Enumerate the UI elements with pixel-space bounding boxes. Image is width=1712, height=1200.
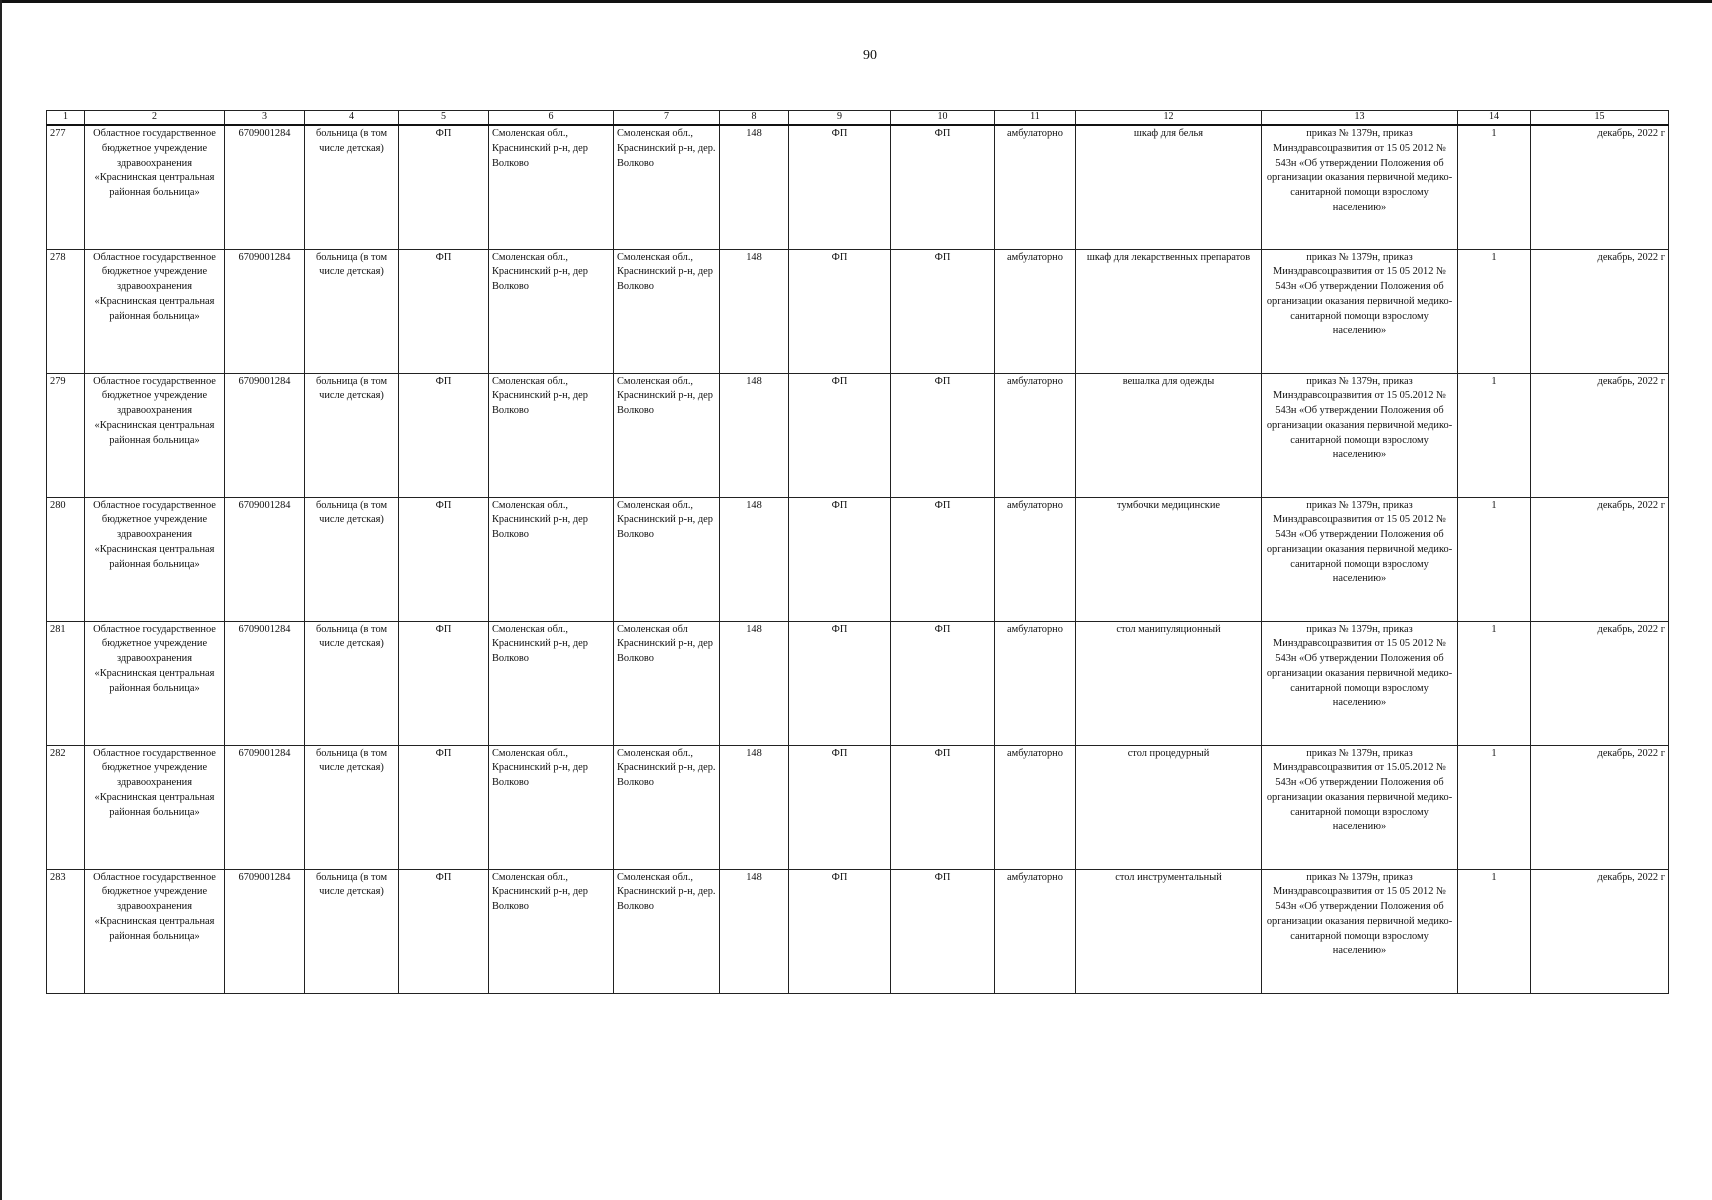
care-mode-cell: амбулаторно bbox=[995, 497, 1076, 621]
delivery-date-cell: декабрь, 2022 г bbox=[1531, 249, 1669, 373]
facility-type-cell: больница (в том числе детская) bbox=[305, 621, 399, 745]
care-mode-cell: амбулаторно bbox=[995, 373, 1076, 497]
table-row bbox=[47, 745, 1669, 869]
subdivision-kind-cell: ФП bbox=[891, 249, 995, 373]
column-header: 15 bbox=[1531, 111, 1669, 126]
population-count-cell: 148 bbox=[720, 249, 789, 373]
address-legal-cell: Смоленская обл., Краснинский р-н, дер Волково bbox=[489, 869, 614, 993]
quantity-cell: 1 bbox=[1458, 249, 1531, 373]
equipment-table bbox=[46, 110, 1669, 994]
address-actual-cell: Смоленская обл., Краснинский р-н, дер Волково bbox=[614, 373, 720, 497]
address-actual-cell: Смоленская обл Краснинский р-н, дер Волково bbox=[614, 621, 720, 745]
equipment-name-cell: шкаф для белья bbox=[1076, 125, 1262, 249]
population-count-cell: 148 bbox=[720, 869, 789, 993]
delivery-date-cell: декабрь, 2022 г bbox=[1531, 745, 1669, 869]
organization-name-cell: Областное государственное бюджетное учреждение здравоохранения «Краснинская центральная районная больница» bbox=[85, 621, 225, 745]
population-count-cell: 148 bbox=[720, 125, 789, 249]
subdivision-kind-cell: ФП bbox=[891, 745, 995, 869]
inn-code-cell: 6709001284 bbox=[225, 249, 305, 373]
column-header: 2 bbox=[85, 111, 225, 126]
row-number-cell: 282 bbox=[47, 745, 85, 869]
quantity-cell: 1 bbox=[1458, 869, 1531, 993]
column-header: 8 bbox=[720, 111, 789, 126]
subdivision-type-cell: ФП bbox=[789, 125, 891, 249]
table-row bbox=[47, 621, 1669, 745]
delivery-date-cell: декабрь, 2022 г bbox=[1531, 373, 1669, 497]
organization-name-cell: Областное государственное бюджетное учреждение здравоохранения «Краснинская центральная районная больница» bbox=[85, 249, 225, 373]
unit-type-cell: ФП bbox=[399, 125, 489, 249]
care-mode-cell: амбулаторно bbox=[995, 125, 1076, 249]
subdivision-type-cell: ФП bbox=[789, 745, 891, 869]
organization-name-cell: Областное государственное бюджетное учреждение здравоохранения «Краснинская центральная районная больница» bbox=[85, 373, 225, 497]
unit-type-cell: ФП bbox=[399, 621, 489, 745]
quantity-cell: 1 bbox=[1458, 621, 1531, 745]
table-row bbox=[47, 373, 1669, 497]
regulation-order-cell: приказ № 1379н, приказ Минздравсоцразвития от 15 05 2012 № 543н «Об утверждении Положения об организации оказания первичной медико-санитарной помощи взрослому населению» bbox=[1262, 125, 1458, 249]
inn-code-cell: 6709001284 bbox=[225, 869, 305, 993]
column-header: 3 bbox=[225, 111, 305, 126]
population-count-cell: 148 bbox=[720, 497, 789, 621]
unit-type-cell: ФП bbox=[399, 745, 489, 869]
regulation-order-cell: приказ № 1379н, приказ Минздравсоцразвития от 15 05 2012 № 543н «Об утверждении Положения об организации оказания первичной медико-санитарной помощи взрослому населению» bbox=[1262, 621, 1458, 745]
quantity-cell: 1 bbox=[1458, 125, 1531, 249]
address-legal-cell: Смоленская обл., Краснинский р-н, дер Волково bbox=[489, 745, 614, 869]
regulation-order-cell: приказ № 1379н, приказ Минздравсоцразвития от 15 05 2012 № 543н «Об утверждении Положения об организации оказания первичной медико-санитарной помощи взрослому населению» bbox=[1262, 869, 1458, 993]
delivery-date-cell: декабрь, 2022 г bbox=[1531, 621, 1669, 745]
subdivision-kind-cell: ФП bbox=[891, 125, 995, 249]
column-header: 1 bbox=[47, 111, 85, 126]
inn-code-cell: 6709001284 bbox=[225, 621, 305, 745]
column-header: 5 bbox=[399, 111, 489, 126]
unit-type-cell: ФП bbox=[399, 249, 489, 373]
table-body bbox=[47, 125, 1669, 993]
facility-type-cell: больница (в том числе детская) bbox=[305, 373, 399, 497]
address-legal-cell: Смоленская обл., Краснинский р-н, дер Волково bbox=[489, 497, 614, 621]
quantity-cell: 1 bbox=[1458, 497, 1531, 621]
address-actual-cell: Смоленская обл., Краснинский р-н, дер. Волково bbox=[614, 125, 720, 249]
column-header: 9 bbox=[789, 111, 891, 126]
subdivision-type-cell: ФП bbox=[789, 373, 891, 497]
column-header: 14 bbox=[1458, 111, 1531, 126]
table-row bbox=[47, 125, 1669, 249]
unit-type-cell: ФП bbox=[399, 373, 489, 497]
quantity-cell: 1 bbox=[1458, 745, 1531, 869]
facility-type-cell: больница (в том числе детская) bbox=[305, 497, 399, 621]
column-header: 12 bbox=[1076, 111, 1262, 126]
page-number: 90 bbox=[863, 48, 877, 63]
regulation-order-cell: приказ № 1379н, приказ Минздравсоцразвития от 15.05.2012 № 543н «Об утверждении Положения об организации оказания первичной медико-санитарной помощи взрослому населению» bbox=[1262, 745, 1458, 869]
equipment-name-cell: стол инструментальный bbox=[1076, 869, 1262, 993]
organization-name-cell: Областное государственное бюджетное учреждение здравоохранения «Краснинская центральная районная больница» bbox=[85, 497, 225, 621]
inn-code-cell: 6709001284 bbox=[225, 373, 305, 497]
organization-name-cell: Областное государственное бюджетное учреждение здравоохранения «Краснинская центральная районная больница» bbox=[85, 869, 225, 993]
subdivision-type-cell: ФП bbox=[789, 497, 891, 621]
table-row bbox=[47, 869, 1669, 993]
facility-type-cell: больница (в том числе детская) bbox=[305, 125, 399, 249]
row-number-cell: 278 bbox=[47, 249, 85, 373]
table-row bbox=[47, 497, 1669, 621]
row-number-cell: 283 bbox=[47, 869, 85, 993]
equipment-name-cell: стол процедурный bbox=[1076, 745, 1262, 869]
population-count-cell: 148 bbox=[720, 621, 789, 745]
subdivision-kind-cell: ФП bbox=[891, 497, 995, 621]
inn-code-cell: 6709001284 bbox=[225, 497, 305, 621]
facility-type-cell: больница (в том числе детская) bbox=[305, 745, 399, 869]
column-header: 4 bbox=[305, 111, 399, 126]
row-number-cell: 277 bbox=[47, 125, 85, 249]
subdivision-type-cell: ФП bbox=[789, 249, 891, 373]
address-legal-cell: Смоленская обл., Краснинский р-н, дер Волково bbox=[489, 373, 614, 497]
subdivision-kind-cell: ФП bbox=[891, 621, 995, 745]
delivery-date-cell: декабрь, 2022 г bbox=[1531, 125, 1669, 249]
column-header: 10 bbox=[891, 111, 995, 126]
address-legal-cell: Смоленская обл., Краснинский р-н, дер Волково bbox=[489, 621, 614, 745]
facility-type-cell: больница (в том числе детская) bbox=[305, 869, 399, 993]
inn-code-cell: 6709001284 bbox=[225, 745, 305, 869]
organization-name-cell: Областное государственное бюджетное учреждение здравоохранения «Краснинская центральная районная больница» bbox=[85, 125, 225, 249]
column-header: 6 bbox=[489, 111, 614, 126]
column-header: 11 bbox=[995, 111, 1076, 126]
regulation-order-cell: приказ № 1379н, приказ Минздравсоцразвития от 15 05 2012 № 543н «Об утверждении Положения об организации оказания первичной медико-санитарной помощи взрослому населению» bbox=[1262, 497, 1458, 621]
row-number-cell: 281 bbox=[47, 621, 85, 745]
quantity-cell: 1 bbox=[1458, 373, 1531, 497]
column-header: 7 bbox=[614, 111, 720, 126]
subdivision-kind-cell: ФП bbox=[891, 373, 995, 497]
population-count-cell: 148 bbox=[720, 745, 789, 869]
page-left-edge bbox=[0, 0, 2, 1200]
delivery-date-cell: декабрь, 2022 г bbox=[1531, 497, 1669, 621]
care-mode-cell: амбулаторно bbox=[995, 621, 1076, 745]
organization-name-cell: Областное государственное бюджетное учреждение здравоохранения «Краснинская центральная районная больница» bbox=[85, 745, 225, 869]
subdivision-kind-cell: ФП bbox=[891, 869, 995, 993]
equipment-name-cell: стол манипуляционный bbox=[1076, 621, 1262, 745]
address-actual-cell: Смоленская обл., Краснинский р-н, дер Волково bbox=[614, 497, 720, 621]
address-actual-cell: Смоленская обл., Краснинский р-н, дер Волково bbox=[614, 249, 720, 373]
care-mode-cell: амбулаторно bbox=[995, 869, 1076, 993]
address-legal-cell: Смоленская обл., Краснинский р-н, дер Волково bbox=[489, 125, 614, 249]
population-count-cell: 148 bbox=[720, 373, 789, 497]
row-number-cell: 280 bbox=[47, 497, 85, 621]
row-number-cell: 279 bbox=[47, 373, 85, 497]
regulation-order-cell: приказ № 1379н, приказ Минздравсоцразвития от 15 05.2012 № 543н «Об утверждении Положения об организации оказания первичной медико-санитарной помощи взрослому населению» bbox=[1262, 373, 1458, 497]
equipment-name-cell: вешалка для одежды bbox=[1076, 373, 1262, 497]
column-header: 13 bbox=[1262, 111, 1458, 126]
table-row bbox=[47, 249, 1669, 373]
unit-type-cell: ФП bbox=[399, 869, 489, 993]
page-top-edge bbox=[0, 0, 1712, 3]
address-actual-cell: Смоленская обл., Краснинский р-н, дер. Волково bbox=[614, 745, 720, 869]
care-mode-cell: амбулаторно bbox=[995, 745, 1076, 869]
subdivision-type-cell: ФП bbox=[789, 621, 891, 745]
care-mode-cell: амбулаторно bbox=[995, 249, 1076, 373]
subdivision-type-cell: ФП bbox=[789, 869, 891, 993]
inn-code-cell: 6709001284 bbox=[225, 125, 305, 249]
equipment-name-cell: тумбочки медицинские bbox=[1076, 497, 1262, 621]
equipment-name-cell: шкаф для лекарственных препаратов bbox=[1076, 249, 1262, 373]
regulation-order-cell: приказ № 1379н, приказ Минздравсоцразвития от 15 05 2012 № 543н «Об утверждении Положения об организации оказания первичной медико-санитарной помощи взрослому населению» bbox=[1262, 249, 1458, 373]
address-actual-cell: Смоленская обл., Краснинский р-н, дер. Волково bbox=[614, 869, 720, 993]
facility-type-cell: больница (в том числе детская) bbox=[305, 249, 399, 373]
table-header bbox=[47, 111, 1669, 126]
delivery-date-cell: декабрь, 2022 г bbox=[1531, 869, 1669, 993]
address-legal-cell: Смоленская обл., Краснинский р-н, дер Волково bbox=[489, 249, 614, 373]
unit-type-cell: ФП bbox=[399, 497, 489, 621]
